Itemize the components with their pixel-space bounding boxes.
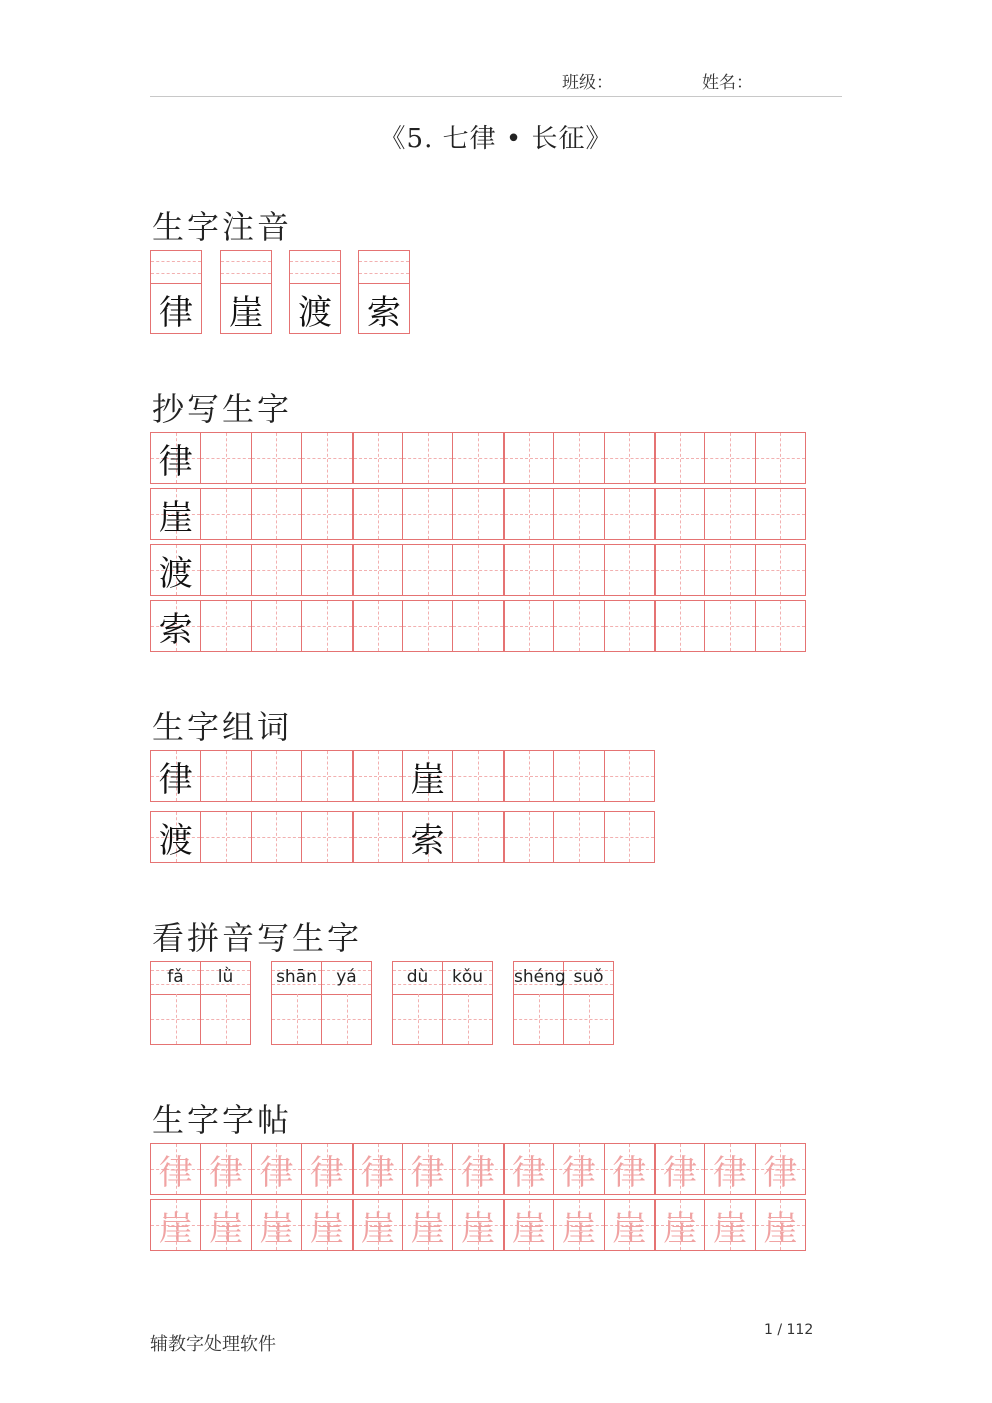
trace-character: 崖 bbox=[158, 1208, 193, 1249]
pinyin-label bbox=[322, 962, 371, 995]
copy-cell[interactable] bbox=[503, 544, 554, 596]
word-cell[interactable] bbox=[251, 750, 302, 802]
pinyin-text: suǒ bbox=[573, 967, 604, 987]
copy-row bbox=[150, 432, 806, 484]
copybook-cell[interactable] bbox=[352, 1199, 403, 1251]
copy-cell[interactable] bbox=[553, 488, 604, 540]
word-row bbox=[150, 750, 655, 802]
pinyin-text: dù bbox=[406, 967, 429, 987]
pinyin-label bbox=[272, 962, 321, 995]
copy-cell[interactable] bbox=[654, 600, 705, 652]
pinyin-guide-line bbox=[221, 261, 271, 262]
copybook-cell[interactable] bbox=[301, 1143, 352, 1195]
pinyin-writing-box[interactable] bbox=[443, 994, 492, 1044]
pinyin-cell[interactable] bbox=[200, 961, 251, 1045]
copybook-cell[interactable] bbox=[604, 1199, 655, 1251]
copy-row bbox=[150, 600, 806, 652]
pinyin-writing-box[interactable] bbox=[393, 994, 442, 1044]
copy-cell bbox=[150, 432, 201, 484]
pinyin-label bbox=[514, 962, 566, 995]
copy-cell bbox=[150, 544, 201, 596]
word-cell[interactable] bbox=[503, 750, 554, 802]
word-cell[interactable] bbox=[553, 750, 604, 802]
pinyin-cell[interactable] bbox=[513, 961, 564, 1045]
word-cell bbox=[402, 750, 453, 802]
trace-character: 崖 bbox=[259, 1208, 294, 1249]
pinyin-writing-box[interactable] bbox=[151, 994, 200, 1044]
copy-cell[interactable] bbox=[301, 432, 352, 484]
copy-cell[interactable] bbox=[553, 432, 604, 484]
pinyin-label bbox=[564, 962, 613, 995]
word-model-character: 崖 bbox=[410, 759, 445, 800]
pinyin-label bbox=[443, 962, 492, 995]
copy-cell[interactable] bbox=[452, 488, 503, 540]
copy-cell[interactable] bbox=[301, 544, 352, 596]
word-row bbox=[150, 811, 655, 863]
phonetic-character: 索 bbox=[367, 292, 401, 333]
copybook-row bbox=[150, 1199, 806, 1251]
page-number: 1 / 112 bbox=[764, 1322, 814, 1338]
trace-character: 律 bbox=[461, 1152, 496, 1193]
copybook-cell[interactable] bbox=[503, 1143, 554, 1195]
trace-character: 崖 bbox=[511, 1208, 546, 1249]
copy-row bbox=[150, 544, 806, 596]
pinyin-cell[interactable] bbox=[150, 961, 201, 1045]
copybook-cell[interactable] bbox=[352, 1143, 403, 1195]
pinyin-guide-line bbox=[151, 261, 201, 262]
copy-model-character: 索 bbox=[158, 609, 193, 650]
phonetic-box[interactable] bbox=[220, 250, 272, 334]
copy-cell[interactable] bbox=[704, 432, 755, 484]
phonetic-character: 崖 bbox=[229, 292, 263, 333]
copybook-cell[interactable] bbox=[755, 1199, 806, 1251]
copybook-cell[interactable] bbox=[251, 1199, 302, 1251]
copy-cell[interactable] bbox=[200, 544, 251, 596]
word-cell[interactable] bbox=[352, 811, 403, 863]
pinyin-cell[interactable] bbox=[321, 961, 372, 1045]
copy-model-character: 律 bbox=[158, 441, 193, 482]
copybook-cell[interactable] bbox=[452, 1199, 503, 1251]
word-cell[interactable] bbox=[503, 811, 554, 863]
pinyin-writing-box[interactable] bbox=[272, 994, 321, 1044]
trace-character: 律 bbox=[309, 1152, 344, 1193]
copy-cell[interactable] bbox=[755, 600, 806, 652]
trace-character: 崖 bbox=[309, 1208, 344, 1249]
copy-cell[interactable] bbox=[704, 600, 755, 652]
word-cell bbox=[150, 811, 201, 863]
copybook-cell[interactable] bbox=[704, 1143, 755, 1195]
copy-cell[interactable] bbox=[402, 488, 453, 540]
word-cell[interactable] bbox=[452, 750, 503, 802]
pinyin-cell[interactable] bbox=[563, 961, 614, 1045]
copy-cell[interactable] bbox=[301, 488, 352, 540]
phonetic-character: 渡 bbox=[298, 292, 332, 333]
copy-cell[interactable] bbox=[251, 432, 302, 484]
trace-character: 律 bbox=[612, 1152, 647, 1193]
pinyin-writing-box[interactable] bbox=[564, 994, 613, 1044]
page-title: 《5. 七律 • 长征》 bbox=[379, 124, 613, 154]
pinyin-guide-line bbox=[359, 261, 409, 262]
word-cell[interactable] bbox=[604, 750, 655, 802]
copy-cell[interactable] bbox=[402, 600, 453, 652]
copy-cell[interactable] bbox=[402, 544, 453, 596]
pinyin-label bbox=[393, 962, 442, 995]
copy-cell[interactable] bbox=[352, 544, 403, 596]
word-cell[interactable] bbox=[200, 750, 251, 802]
copybook-cell[interactable] bbox=[251, 1143, 302, 1195]
copy-cell[interactable] bbox=[604, 432, 655, 484]
footer-software: 辅教字处理软件 bbox=[150, 1334, 276, 1355]
copy-cell[interactable] bbox=[704, 488, 755, 540]
copy-cell[interactable] bbox=[654, 432, 705, 484]
copybook-cell[interactable] bbox=[755, 1143, 806, 1195]
word-cell[interactable] bbox=[301, 750, 352, 802]
copy-cell[interactable] bbox=[301, 600, 352, 652]
trace-character: 律 bbox=[259, 1152, 294, 1193]
pinyin-word-group bbox=[513, 961, 614, 1045]
pinyin-word-group bbox=[392, 961, 493, 1045]
copybook-cell[interactable] bbox=[553, 1143, 604, 1195]
copy-cell[interactable] bbox=[553, 544, 604, 596]
trace-character: 崖 bbox=[763, 1208, 798, 1249]
copy-cell[interactable] bbox=[604, 600, 655, 652]
pinyin-writing-box[interactable] bbox=[514, 994, 563, 1044]
copy-model-character: 渡 bbox=[158, 553, 193, 594]
copy-cell[interactable] bbox=[352, 600, 403, 652]
copy-cell[interactable] bbox=[200, 432, 251, 484]
pinyin-cell[interactable] bbox=[442, 961, 493, 1045]
copybook-cell[interactable] bbox=[200, 1143, 251, 1195]
copy-cell[interactable] bbox=[200, 488, 251, 540]
trace-character: 律 bbox=[712, 1152, 747, 1193]
section-copy-title: 抄写生字 bbox=[152, 390, 293, 428]
name-label: 姓名： bbox=[702, 73, 753, 93]
word-cell bbox=[150, 750, 201, 802]
copy-cell[interactable] bbox=[755, 544, 806, 596]
copy-cell[interactable] bbox=[251, 600, 302, 652]
phonetic-character: 律 bbox=[159, 292, 193, 333]
pinyin-word-group bbox=[271, 961, 372, 1045]
copy-cell[interactable] bbox=[553, 600, 604, 652]
copybook-cell[interactable] bbox=[402, 1143, 453, 1195]
copybook-cell[interactable] bbox=[402, 1199, 453, 1251]
copy-cell[interactable] bbox=[654, 544, 705, 596]
header-divider bbox=[150, 96, 842, 97]
pinyin-guide-line bbox=[221, 273, 271, 274]
pinyin-text: shéng bbox=[514, 967, 566, 987]
phonetic-box[interactable] bbox=[289, 250, 341, 334]
pinyin-writing-box[interactable] bbox=[322, 994, 371, 1044]
pinyin-writing-box[interactable] bbox=[201, 994, 250, 1044]
word-cell[interactable] bbox=[352, 750, 403, 802]
copy-cell[interactable] bbox=[352, 488, 403, 540]
copy-cell[interactable] bbox=[452, 432, 503, 484]
word-model-character: 渡 bbox=[158, 820, 193, 861]
copy-cell[interactable] bbox=[503, 600, 554, 652]
section-pinyin-title: 看拼音写生字 bbox=[152, 919, 363, 957]
word-cell[interactable] bbox=[200, 811, 251, 863]
copy-cell[interactable] bbox=[503, 488, 554, 540]
phonetic-box[interactable] bbox=[358, 250, 410, 334]
copybook-cell[interactable] bbox=[200, 1199, 251, 1251]
pinyin-word-group bbox=[150, 961, 251, 1045]
section-words-title: 生字组词 bbox=[152, 708, 293, 746]
pinyin-guide-line bbox=[290, 273, 340, 274]
pinyin-text: kǒu bbox=[451, 967, 484, 987]
copy-cell[interactable] bbox=[251, 488, 302, 540]
trace-character: 律 bbox=[360, 1152, 395, 1193]
trace-character: 崖 bbox=[663, 1208, 698, 1249]
pinyin-cell[interactable] bbox=[392, 961, 443, 1045]
word-cell[interactable] bbox=[452, 811, 503, 863]
copy-cell[interactable] bbox=[755, 488, 806, 540]
trace-character: 律 bbox=[158, 1152, 193, 1193]
copybook-cell[interactable] bbox=[503, 1199, 554, 1251]
section-copybook-title: 生字字帖 bbox=[152, 1101, 293, 1139]
word-cell[interactable] bbox=[553, 811, 604, 863]
copybook-cell[interactable] bbox=[654, 1199, 705, 1251]
copybook-cell[interactable] bbox=[452, 1143, 503, 1195]
word-cell[interactable] bbox=[604, 811, 655, 863]
copy-row bbox=[150, 488, 806, 540]
copy-cell[interactable] bbox=[452, 544, 503, 596]
copy-cell[interactable] bbox=[654, 488, 705, 540]
copy-model-character: 崖 bbox=[158, 497, 193, 538]
word-cell[interactable] bbox=[251, 811, 302, 863]
trace-character: 崖 bbox=[612, 1208, 647, 1249]
trace-character: 崖 bbox=[461, 1208, 496, 1249]
word-cell bbox=[402, 811, 453, 863]
trace-character: 崖 bbox=[410, 1208, 445, 1249]
copy-cell[interactable] bbox=[604, 544, 655, 596]
trace-character: 律 bbox=[561, 1152, 596, 1193]
pinyin-text: shān bbox=[276, 967, 317, 987]
copy-cell[interactable] bbox=[251, 544, 302, 596]
trace-character: 崖 bbox=[209, 1208, 244, 1249]
copybook-row bbox=[150, 1143, 806, 1195]
copy-cell[interactable] bbox=[503, 432, 554, 484]
word-model-character: 索 bbox=[410, 820, 445, 861]
trace-character: 崖 bbox=[712, 1208, 747, 1249]
copy-cell bbox=[150, 488, 201, 540]
pinyin-text: fǎ bbox=[167, 967, 184, 987]
pinyin-guide-line bbox=[151, 273, 201, 274]
copybook-cell[interactable] bbox=[150, 1143, 201, 1195]
copybook-cell[interactable] bbox=[654, 1143, 705, 1195]
copy-cell[interactable] bbox=[755, 432, 806, 484]
trace-character: 律 bbox=[763, 1152, 798, 1193]
section-phonetic-title: 生字注音 bbox=[152, 208, 293, 246]
copy-cell bbox=[150, 600, 201, 652]
pinyin-label bbox=[201, 962, 250, 995]
copybook-cell[interactable] bbox=[150, 1199, 201, 1251]
pinyin-cell[interactable] bbox=[271, 961, 322, 1045]
copybook-cell[interactable] bbox=[301, 1199, 352, 1251]
pinyin-guide-line bbox=[359, 273, 409, 274]
copy-cell[interactable] bbox=[352, 432, 403, 484]
copybook-cell[interactable] bbox=[604, 1143, 655, 1195]
trace-character: 律 bbox=[209, 1152, 244, 1193]
trace-character: 崖 bbox=[561, 1208, 596, 1249]
copy-cell[interactable] bbox=[604, 488, 655, 540]
word-cell[interactable] bbox=[301, 811, 352, 863]
copy-cell[interactable] bbox=[704, 544, 755, 596]
copy-cell[interactable] bbox=[200, 600, 251, 652]
pinyin-guide-line bbox=[290, 261, 340, 262]
trace-character: 律 bbox=[663, 1152, 698, 1193]
pinyin-label bbox=[151, 962, 200, 995]
phonetic-box[interactable] bbox=[150, 250, 202, 334]
copy-cell[interactable] bbox=[402, 432, 453, 484]
trace-character: 崖 bbox=[360, 1208, 395, 1249]
copybook-cell[interactable] bbox=[553, 1199, 604, 1251]
copy-cell[interactable] bbox=[452, 600, 503, 652]
pinyin-text: lǜ bbox=[217, 967, 234, 987]
copybook-cell[interactable] bbox=[704, 1199, 755, 1251]
trace-character: 律 bbox=[511, 1152, 546, 1193]
trace-character: 律 bbox=[410, 1152, 445, 1193]
pinyin-text: yá bbox=[336, 967, 357, 987]
class-label: 班级： bbox=[562, 73, 613, 93]
word-model-character: 律 bbox=[158, 759, 193, 800]
